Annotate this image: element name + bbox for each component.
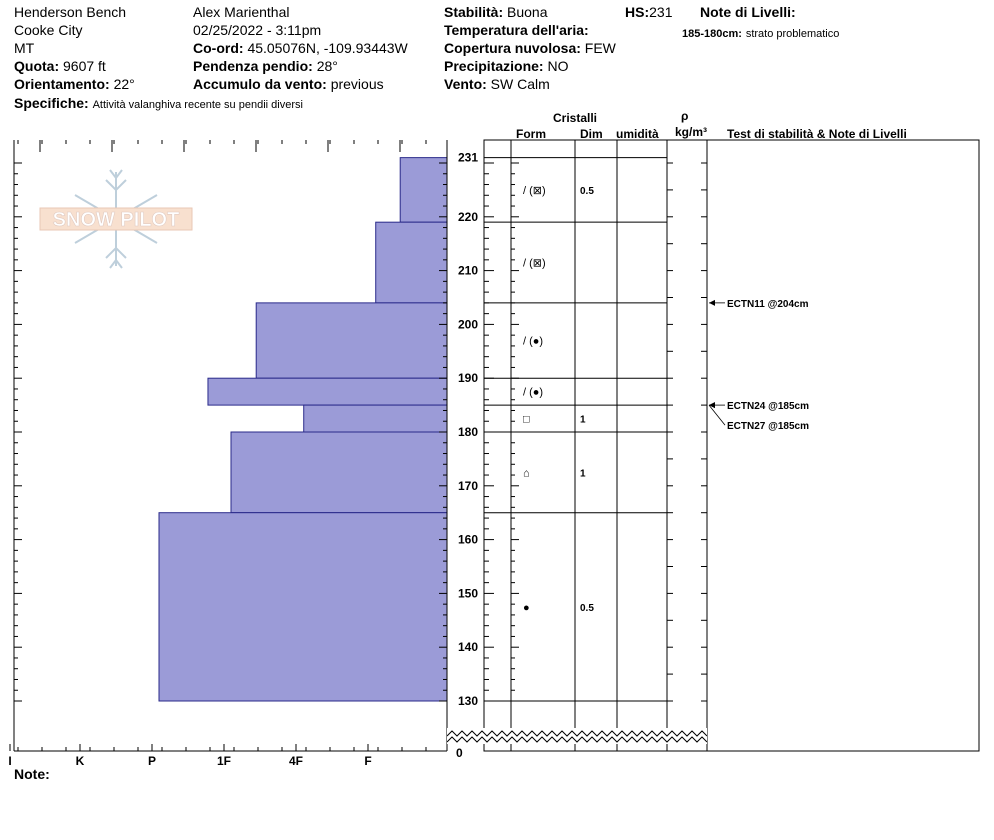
state-name: MT bbox=[14, 40, 35, 56]
crystal-form-3: / (●) bbox=[523, 386, 544, 399]
form-header: Form bbox=[516, 127, 546, 141]
depth-label-170: 170 bbox=[457, 478, 478, 493]
arrow-icon bbox=[709, 300, 715, 306]
hardness-labels bbox=[8, 754, 371, 768]
cloud-label: Copertura nuvolosa: bbox=[444, 40, 581, 56]
layer-note-range: 185-180cm: bbox=[682, 28, 742, 40]
hardness-bars bbox=[159, 158, 447, 701]
hardness-label-K: K bbox=[75, 754, 85, 768]
precip-value: NO bbox=[547, 58, 569, 74]
precip-label: Precipitazione: bbox=[444, 58, 544, 74]
depth-label-220: 220 bbox=[457, 209, 478, 224]
dim-header: Dim bbox=[580, 127, 603, 141]
hardness-bar-5 bbox=[231, 432, 447, 513]
wind-loading-label: Accumulo da vento: bbox=[193, 76, 327, 92]
depth-axis-labels bbox=[458, 151, 478, 708]
crystal-form-1: / (⊠) bbox=[523, 257, 546, 270]
crystal-table bbox=[447, 140, 979, 751]
depth-label-210: 210 bbox=[457, 263, 478, 278]
notes-label: Note: bbox=[14, 766, 50, 782]
observation-datetime: 02/25/2022 - 3:11pm bbox=[193, 22, 322, 38]
hardness-bar-6 bbox=[159, 513, 447, 701]
hardness-bar-3 bbox=[208, 378, 447, 405]
depth-label-180: 180 bbox=[457, 425, 478, 439]
hardness-label-P: P bbox=[147, 754, 157, 768]
depth-label-150: 150 bbox=[457, 586, 478, 601]
cloud-value: FEW bbox=[584, 40, 616, 56]
coordinates-value: 45.05076N, -109.93443W bbox=[247, 40, 408, 56]
depth-label-160: 160 bbox=[457, 532, 478, 547]
stability-tests bbox=[709, 299, 809, 432]
aspect-value: 22° bbox=[113, 76, 135, 92]
crystal-form-0: / (⊠) bbox=[523, 184, 546, 197]
snowpilot-logo bbox=[40, 170, 192, 268]
wind-label: Vento: bbox=[444, 76, 487, 92]
hardness-label-1F: 1F bbox=[216, 754, 232, 768]
slope-value: 28° bbox=[316, 58, 338, 74]
stability-test-pointer-2 bbox=[709, 405, 725, 425]
logo-text: SNOW PILOT bbox=[52, 209, 180, 231]
hardness-bar-1 bbox=[376, 222, 447, 303]
density-unit-header: kg/m³ bbox=[675, 125, 708, 139]
crystal-form-2: / (●) bbox=[523, 335, 544, 348]
aspect-label: Orientamento: bbox=[14, 76, 110, 92]
air-temp-label: Temperatura dell'aria: bbox=[444, 22, 589, 38]
elevation-label: Quota: bbox=[14, 58, 60, 74]
crystals-header: Cristalli bbox=[553, 111, 598, 125]
table-frame bbox=[484, 140, 979, 751]
density-ticks bbox=[667, 163, 707, 701]
location-name: Henderson Bench bbox=[14, 4, 127, 20]
depth-label-190: 190 bbox=[457, 371, 478, 386]
depth-label-231: 231 bbox=[457, 150, 478, 165]
hardness-bar-2 bbox=[256, 303, 447, 378]
arrow-icon bbox=[709, 402, 715, 408]
crystal-size-6: 0.5 bbox=[580, 602, 594, 614]
crystal-form-6: ● bbox=[523, 601, 530, 614]
hardness-plot bbox=[8, 140, 447, 768]
crystal-size-0: 0.5 bbox=[580, 185, 594, 197]
elevation-value: 9607 ft bbox=[63, 58, 106, 74]
depth-label-200: 200 bbox=[457, 317, 478, 332]
crystal-form-5: ⌂ bbox=[523, 467, 530, 480]
stability-label: Stabilità: bbox=[444, 4, 504, 20]
hardness-label-I: I bbox=[8, 754, 12, 768]
wind-value: SW Calm bbox=[490, 76, 550, 92]
rho-header: ρ bbox=[681, 109, 689, 123]
wind-loading-value: previous bbox=[330, 76, 384, 92]
crystal-size-4: 1 bbox=[580, 414, 586, 426]
stability-test-label-1: ECTN24 @185cm bbox=[727, 401, 810, 413]
hardness-label-F: F bbox=[364, 754, 372, 768]
specifics-label: Specifiche: bbox=[14, 95, 89, 111]
range-name: Cooke City bbox=[14, 22, 83, 38]
depth-label-130: 130 bbox=[457, 694, 478, 708]
observer-name: Alex Marienthal bbox=[193, 4, 290, 20]
hs-value: 231 bbox=[649, 4, 673, 20]
layer-note-text: strato problematico bbox=[745, 28, 840, 40]
stability-value: Buona bbox=[507, 4, 548, 20]
hardness-bar-4 bbox=[304, 405, 447, 432]
hardness-bar-0 bbox=[400, 158, 447, 223]
crystal-size-5: 1 bbox=[580, 468, 586, 480]
depth-label-140: 140 bbox=[457, 640, 478, 655]
hs-label: HS: bbox=[625, 4, 650, 20]
layer-notes-label: Note di Livelli: bbox=[700, 4, 796, 20]
stability-test-label-2: ECTN27 @185cm bbox=[727, 421, 810, 433]
specifics-value: Attività valanghiva recente su pendii diversi bbox=[92, 99, 303, 111]
moisture-header: umidità bbox=[616, 127, 659, 141]
stability-test-label-0: ECTN11 @204cm bbox=[727, 298, 809, 310]
stability-notes-header: Test di stabilità & Note di Livelli bbox=[727, 127, 907, 141]
axis-break-label: 0 bbox=[456, 746, 463, 760]
crystal-form-4: □ bbox=[523, 413, 530, 426]
slope-label: Pendenza pendio: bbox=[193, 58, 313, 74]
hardness-label-4F: 4F bbox=[288, 754, 304, 768]
coordinates-label: Co-ord: bbox=[193, 40, 244, 56]
